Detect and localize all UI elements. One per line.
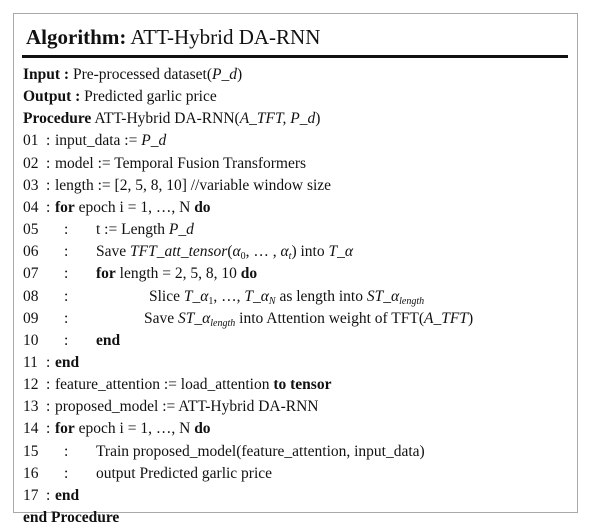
code-token: input_data :=: [55, 132, 142, 150]
line-code: [55, 197, 211, 219]
algorithm-line: [14, 485, 577, 507]
line-code: [55, 485, 79, 507]
code-token: Save: [144, 309, 179, 327]
code-token: A_TFT: [424, 309, 468, 327]
algorithm-line: [14, 64, 577, 86]
code-token: A_TFT, P_d: [239, 110, 316, 128]
algorithm-line: [14, 263, 577, 285]
algorithm-line: [14, 441, 577, 463]
line-number-separator: :: [46, 198, 51, 216]
line-number-separator: :: [64, 331, 69, 349]
code-token: ) into: [291, 243, 329, 261]
code-token: ST_α: [178, 309, 211, 327]
code-token: α: [232, 243, 241, 261]
line-code: [55, 418, 211, 440]
code-token: do: [240, 265, 258, 283]
code-token: ATT-Hybrid DA-RNN(: [91, 110, 240, 128]
line-code: [96, 463, 272, 485]
code-token: feature_attention := load_attention: [55, 376, 274, 394]
code-token: T_α: [183, 287, 209, 305]
algorithm-line: [14, 286, 577, 308]
line-code: [144, 308, 473, 330]
code-token: epoch i = 1, …, N: [74, 420, 195, 438]
algorithm-line: [14, 197, 577, 219]
line-number-separator: :: [64, 309, 69, 327]
code-token: P_d: [211, 66, 237, 83]
code-token: ): [236, 66, 243, 83]
code-token: N: [268, 295, 276, 307]
code-token: P_d: [141, 132, 167, 150]
algorithm-title-keyword: Algorithm:: [26, 25, 127, 49]
line-number: 13: [23, 398, 39, 416]
algorithm-line: [14, 308, 577, 330]
line-code: [55, 153, 306, 175]
algorithm-line: [14, 330, 577, 352]
code-token: T_α: [328, 243, 353, 261]
line-number: 14: [23, 420, 39, 438]
line-number: 05: [23, 221, 39, 239]
code-token: end: [55, 353, 80, 371]
algorithm-line: [14, 86, 577, 108]
line-number: 11: [23, 353, 38, 371]
algorithm-box: [13, 13, 578, 526]
line-number-separator: :: [64, 243, 69, 261]
algorithm-line: [14, 418, 577, 440]
line-number-separator: :: [46, 420, 51, 438]
code-token: ST_α: [366, 287, 400, 305]
algorithm-line: [14, 108, 577, 130]
line-code: [23, 86, 217, 108]
code-token: length: [399, 295, 425, 307]
line-code: [23, 108, 320, 130]
line-number: 09: [23, 309, 39, 327]
line-number-separator: :: [64, 464, 69, 482]
code-token: α: [280, 243, 289, 261]
code-token: ): [467, 309, 474, 327]
code-token: t := Length: [96, 221, 169, 239]
line-number-separator: :: [46, 154, 51, 172]
code-token: (: [227, 243, 233, 261]
line-number: 16: [23, 464, 39, 482]
code-token: T_α: [244, 287, 269, 305]
code-token: for: [96, 265, 116, 283]
algorithm-line: [14, 219, 577, 241]
line-number: 06: [23, 243, 39, 261]
line-number-separator: :: [64, 221, 69, 239]
code-token: ): [315, 110, 321, 128]
code-token: proposed_model := ATT-Hybrid DA-RNN: [55, 398, 319, 416]
line-code: [23, 64, 242, 86]
code-token: as length into: [275, 287, 367, 305]
line-number-separator: :: [64, 442, 69, 460]
algorithm-line: [14, 463, 577, 485]
line-code: [55, 374, 331, 396]
code-token: 0: [240, 251, 246, 263]
algorithm-title-name: ATT-Hybrid DA-RNN: [126, 25, 321, 49]
code-token: Input :: [23, 66, 70, 83]
code-token: , … ,: [245, 243, 281, 261]
line-code: [149, 286, 424, 308]
line-number-separator: :: [46, 398, 51, 416]
code-token: length: [210, 317, 236, 329]
code-token: end: [96, 331, 121, 349]
code-token: t: [288, 251, 292, 263]
line-code: [55, 352, 79, 374]
code-token: for: [55, 198, 75, 216]
code-token: output Predicted garlic price: [96, 464, 273, 482]
line-code: [96, 241, 353, 263]
line-code: [96, 330, 120, 352]
line-number: 08: [23, 287, 39, 305]
line-number-separator: :: [46, 176, 51, 194]
code-token: Output :: [23, 88, 81, 106]
line-number: 15: [23, 442, 39, 460]
algorithm-line: [14, 396, 577, 418]
code-token: Pre-processed dataset(: [69, 66, 212, 83]
code-token: TFT_att_tensor: [130, 243, 228, 261]
code-token: 1: [208, 295, 214, 307]
code-token: do: [194, 198, 211, 216]
line-code: [23, 507, 119, 529]
algorithm-lines: [14, 14, 577, 526]
code-token: Train proposed_model(feature_attention, input_data): [96, 442, 425, 460]
algorithm-line: [14, 175, 577, 197]
algorithm-line: [14, 507, 577, 529]
line-code: [55, 130, 166, 152]
code-token: end: [55, 486, 80, 504]
code-token: Predicted garlic price: [80, 88, 217, 106]
line-number: 12: [23, 376, 39, 394]
line-number-separator: :: [46, 376, 51, 394]
line-number: 10: [23, 331, 39, 349]
line-code: [55, 396, 318, 418]
line-number-separator: :: [46, 353, 51, 371]
line-number-separator: :: [46, 486, 51, 504]
algorithm-line: [14, 374, 577, 396]
code-token: to tensor: [273, 376, 332, 394]
line-number-separator: :: [64, 287, 69, 305]
line-number: 01: [23, 132, 39, 150]
line-number-separator: :: [46, 132, 51, 150]
line-code: [96, 219, 194, 241]
code-token: into Attention weight of TFT(: [235, 309, 424, 327]
code-token: epoch i = 1, …, N: [74, 198, 195, 216]
code-token: , …,: [213, 287, 245, 305]
line-number-separator: :: [64, 265, 69, 283]
line-number: 07: [23, 265, 39, 283]
line-code: [96, 441, 425, 463]
code-token: Slice: [149, 287, 184, 305]
code-token: model := Temporal Fusion Transformers: [55, 154, 307, 172]
code-token: Procedure: [23, 110, 92, 128]
code-token: P_d: [168, 221, 194, 239]
code-token: do: [194, 420, 211, 438]
line-number: 02: [23, 154, 39, 172]
line-code: [55, 175, 331, 197]
line-number: 04: [23, 198, 39, 216]
line-code: [96, 263, 257, 285]
code-token: length = 2, 5, 8, 10: [115, 265, 241, 283]
code-token: end Procedure: [23, 509, 120, 526]
algorithm-line: [14, 352, 577, 374]
algorithm-line: [14, 130, 577, 152]
algorithm-line: [14, 153, 577, 175]
code-token: Save: [96, 243, 131, 261]
code-token: length := [2, 5, 8, 10] //variable window size: [55, 176, 332, 194]
line-number: 03: [23, 176, 39, 194]
line-number: 17: [23, 486, 39, 504]
code-token: for: [55, 420, 75, 438]
algorithm-line: [14, 241, 577, 263]
